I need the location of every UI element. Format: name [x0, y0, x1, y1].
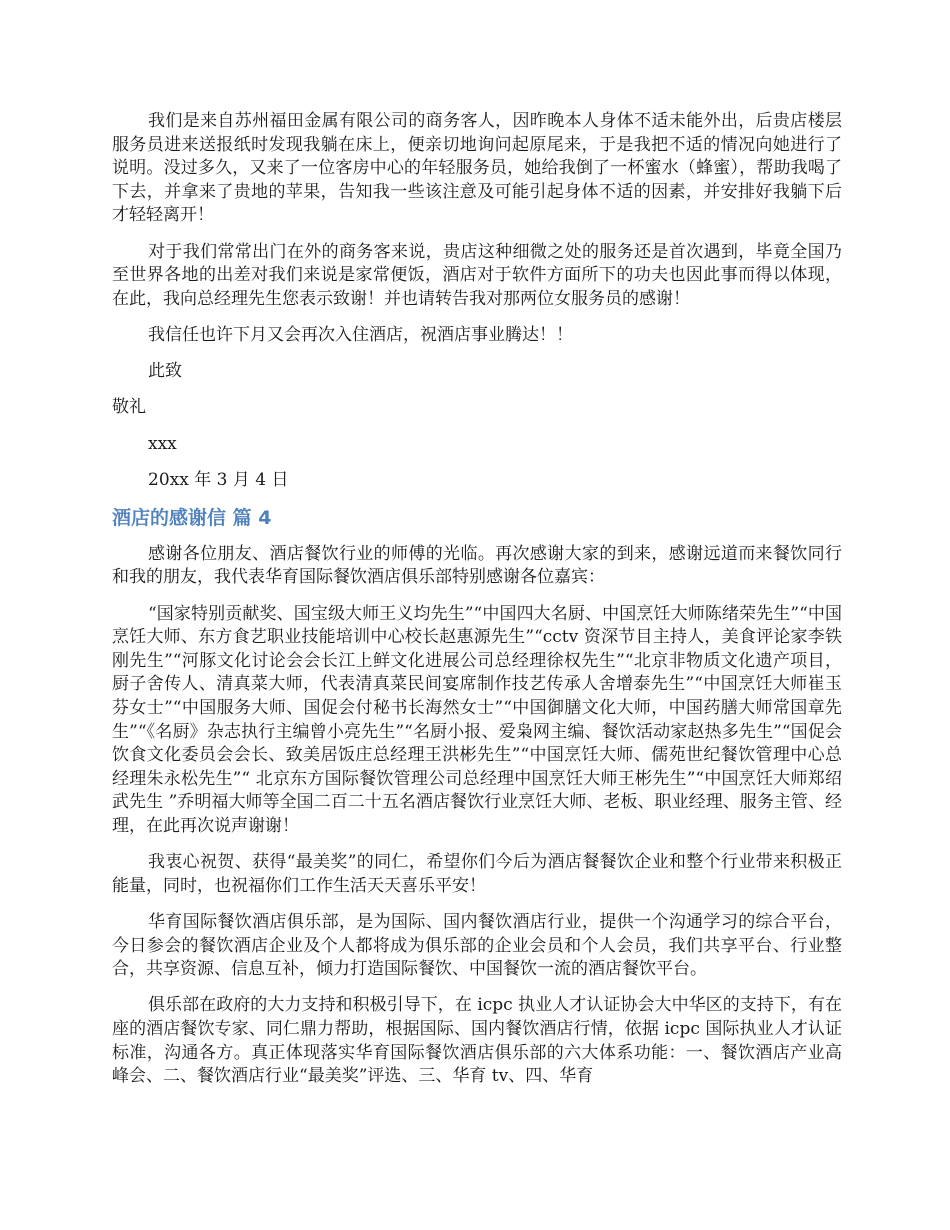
document-body: [112, 110, 842, 1101]
body-paragraph: 华育国际餐饮酒店俱乐部，是为国际、国内餐饮酒店行业，提供一个沟通学习的综合平台，今日参会的餐饮酒店企业及个人都将成为俱乐部的企业会员和个人会员，我们共享平台、行业整合，共享资源、信息互补，倾力打造国际餐饮、中国餐饮一流的酒店餐饮平台。: [112, 911, 842, 980]
closing-line: 此致: [148, 361, 182, 382]
body-paragraph: “国家特别贡献奖、国宝级大师王义均先生”“中国四大名厨、中国烹饪大师陈绪荣先生”“中国烹饪大师、东方食艺职业技能培训中心校长赵惠源先生”“cctv 资深节目主持人，美食评论家李铁刚先生”“河豚文化讨论会会长江上鲜文化进展公司总经理徐权先生”“北京非物质文化遗产项目，厨子舍传人、清真菜大师，代表清真菜民间宴席制作技艺传承人舍增泰先生”“中国烹饪大师崔玉芬女士”“中国服务大师、国促会付秘书长海然女士”“中国御膳文化大师，中国药膳大师常国章先生”“《名厨》杂志执行主编曾小亮先生”“名厨小报、爱枭网主编、餐饮活动家赵热多先生”“国促会饮食文化委员会会长、致美居饭庄总经理王洪彬先生”“中国烹饪大师、儒苑世纪餐饮管理中心总经理朱永松先生”“ 北京东方国际餐饮管理公司总经理中国烹饪大师王彬先生”“中国烹饪大师郑绍武先生 ”乔明福大师等全国二百二十五名酒店餐饮行业烹饪大师、老板、职业经理、服务主管、经理，在此再次说声谢谢！: [112, 603, 842, 836]
body-paragraph: 俱乐部在政府的大力支持和积极引导下，在 icpc 执业人才认证协会大中华区的支持下，有在座的酒店餐饮专家、同仁鼎力帮助，根据国际、国内餐饮酒店行情，依据 icpc 国际执业人才认证标准，沟通各方。真正体现落实华育国际餐饮酒店俱乐部的六大体系功能：一、餐饮酒店产业高峰会、二、餐饮酒店行业“最美奖”评选、三、华育 tv、四、华育: [112, 995, 842, 1087]
body-paragraph: 我衷心祝贺、获得“最美奖”的同仁，希望你们今后为酒店餐餐饮企业和整个行业带来积极正能量，同时，也祝福你们工作生活天天喜乐平安！: [112, 852, 842, 896]
body-paragraph: 对于我们常常出门在外的商务客来说，贵店这种细微之处的服务还是首次遇到，毕竟全国乃至世界各地的出差对我们来说是家常便饭，酒店对于软件方面所下的功夫也因此事而得以体现，在此，我向总经理先生您表示致谢！并也请转告我对那两位女服务员的感谢！: [112, 241, 842, 309]
section-heading: 酒店的感谢信 篇 4: [112, 506, 272, 529]
signature-line: xxx: [148, 433, 177, 454]
salute-line: 敬礼: [112, 397, 146, 418]
body-paragraph: 我信任也许下月又会再次入住酒店，祝酒店事业腾达！！: [148, 324, 573, 345]
body-paragraph: 感谢各位朋友、酒店餐饮行业的师傅的光临。再次感谢大家的到来，感谢远道而来餐饮同行和我的朋友，我代表华育国际餐饮酒店俱乐部特别感谢各位嘉宾：: [112, 543, 842, 588]
body-paragraph: 我们是来自苏州福田金属有限公司的商务客人，因昨晚本人身体不适未能外出，后贵店楼层服务员进来送报纸时发现我躺在床上，便亲切地询问起原尾来，于是我把不适的情况向她进行了说明。没过多久，又来了一位客房中心的年轻服务员，她给我倒了一杯蜜水（蜂蜜），帮助我喝了下去，并拿来了贵地的苹果，告知我一些该注意及可能引起身体不适的因素，并安排好我躺下后才轻轻离开！: [112, 111, 842, 226]
date-line: 20xx 年 3 月 4 日: [148, 469, 289, 490]
